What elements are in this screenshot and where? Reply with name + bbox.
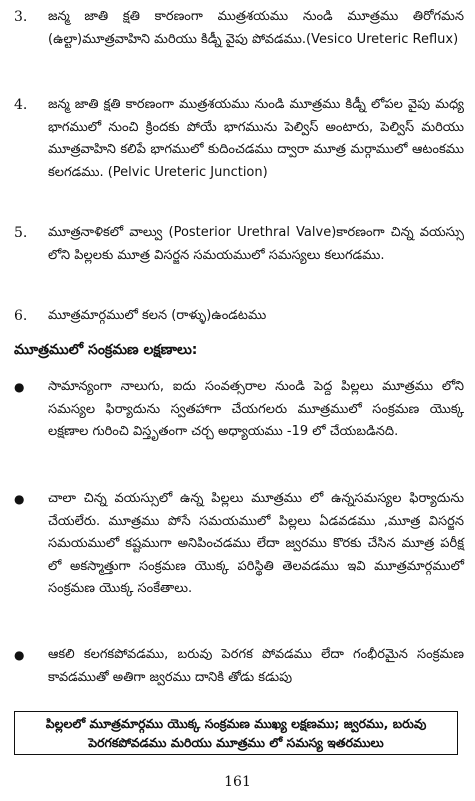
bullet-text: సామాన్యంగా నాలుగు, ఐదు సంవత్సరాల నుండి పెద్ద పిల్లలు మూత్రము లోని సమస్యల ఫిర్యాదును స్వతహాగా చేయగలరు మూత్రములో సంక్రమణ యొక్క లక్షణాల గురించి విస్తృతంగా చర్చ అధ్యాయము -19 లో చేయబడినది. [48,379,464,439]
bullet-icon: ● [14,648,25,662]
bullet-text: ఆకలి కలగకపోవడము, బరువు పెరగక పోవడము లేదా గంభీరమైన సంక్రమణ కావడముతో అతిగా జ్వరము దానికి తోడు కడుపు [48,647,464,685]
list-number: 3. [14,9,28,25]
list-item-6 [14,305,464,328]
list-item-4 [14,94,464,184]
bullet-icon: ● [14,380,25,394]
list-item-5 [14,222,464,267]
summary-box: పిల్లలలో మూత్రమార్గము యొక్క సంక్రమణ ముఖ్య లక్షణము; జ్వరము, బరువు పెరగకపోవడము మరియు మూత్రము లో సమస్య ఇతరములు [14,711,458,755]
bullet-text: చాలా చిన్న వయస్సులో ఉన్న పిల్లలు మూత్రము లో ఉన్నసమస్యల ఫిర్యాదును చేయలేరు. మూత్రము పోసే సమయములో పిల్లలు ఏడవడము ,మూత్ర విసర్జన సమయములో కష్టముగా అనిపించడము లేదా జ్వరము కొరకు చేసిన మూత్ర పరీక్ష లో అకస్మాత్తుగా సంక్రమణ యొక్క పరిస్థితి తెలవడము ఇవి మూత్రమార్గములో సంక్రమణ యొక్క సంకేతాలు. [48,491,464,596]
page-number: 161 [224,774,251,790]
bullet-icon: ● [14,492,25,506]
bullet-item-3 [14,644,464,689]
list-text: జన్మ జాతి క్షతి కారణంగా ముత్రశయము నుండి మూత్రము తిరోగమన (ఉల్టా)మూత్రవాహిని మరియు కిడ్నీ వైపు పోవడము.(Vesico Ureteric Reflux) [48,9,464,47]
bullet-item-1 [14,376,464,444]
list-item-3 [14,6,464,51]
section-heading: మూత్రములో సంక్రమణ లక్షణాలు: [14,342,198,358]
list-text: జన్మ జాతి క్షతి కారణంగా ముత్రశయము నుండి మూత్రము కిడ్నీ లోపల వైపు మధ్య భాగములో నుంచి క్రిందకు పోయే భాగమును పెల్విస్ అంటారు, పెల్విస్ మరియు మూత్రవాహిని కలిపే భాగములో కుదించడము ద్వారా మూత్ర మర్గాములో ఆటంకము కలగడము. (Pelvic Ureteric Junction) [48,97,464,180]
list-text: మూత్రమార్గములో కలన (రాళ్ళు)ఉండటము [48,308,267,323]
bullet-item-2 [14,488,464,601]
list-number: 4. [14,97,28,113]
list-text: మూత్రనాళికలో వాల్వు (Posterior Urethral Valve)కారణంగా చిన్న వయస్సు లోని పిల్లలకు మూత్ర విసర్జన సమయములో సమస్యలు కలుగడము. [48,225,464,263]
list-number: 6. [14,308,28,324]
list-number: 5. [14,225,28,241]
